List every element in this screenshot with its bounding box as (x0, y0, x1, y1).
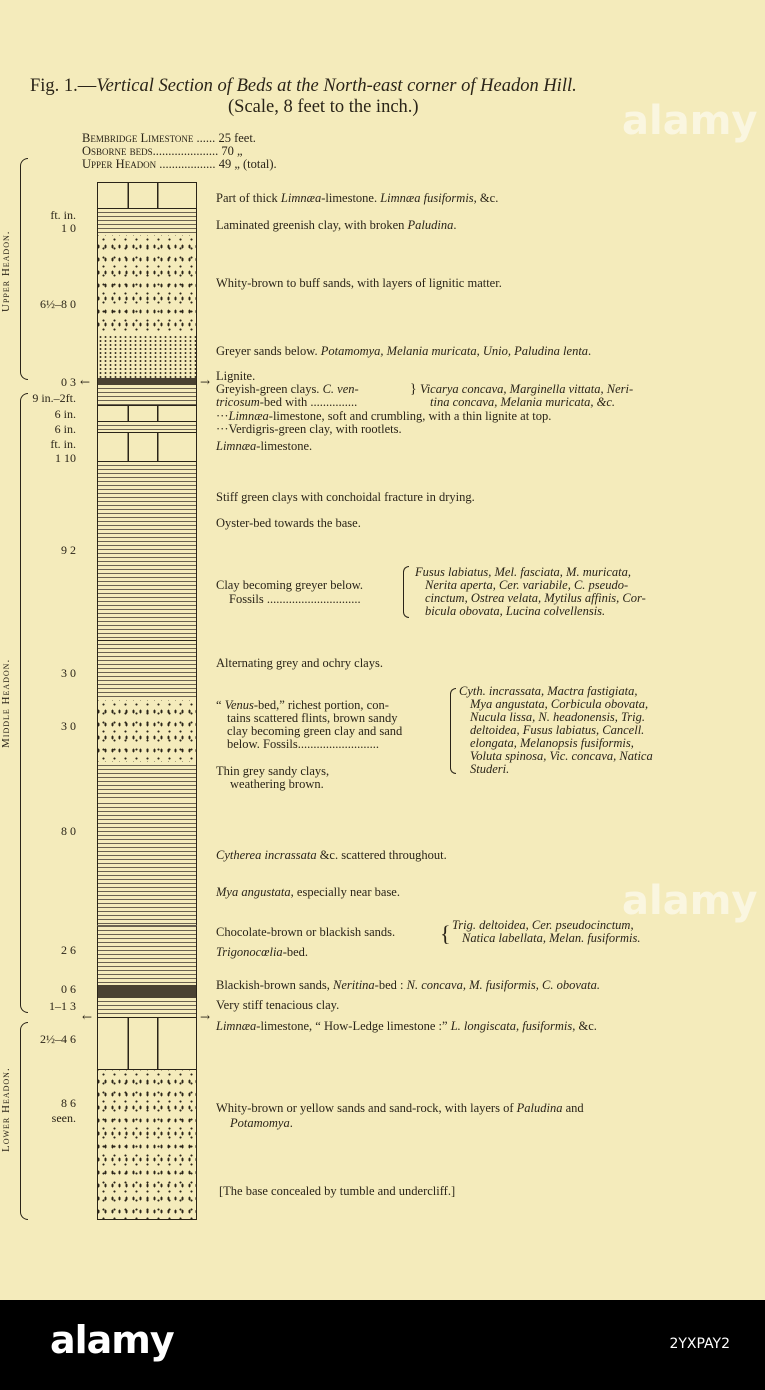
text-run: below. Fossils.......................... (227, 737, 379, 751)
total-upper-headon (82, 157, 277, 171)
thickness-label: 0 3 (61, 375, 76, 389)
text-run: L. longiscata, fusiformis (450, 1019, 573, 1033)
thickness-label: 9 2 (61, 543, 76, 557)
description (216, 885, 400, 899)
stratum-greyish-green-clay (97, 385, 197, 405)
stratum-limnaea-limestone (97, 182, 197, 209)
fossil-list-line: Nerita aperta, Cer. variabile, C. pseudo- (425, 578, 629, 592)
text-run: Fig. 1.— (30, 76, 97, 96)
figure-title (30, 76, 577, 97)
text-run: . (453, 218, 457, 232)
stratum-thin-grey-sandy-clays (97, 762, 197, 800)
stratum-limnaea-limestone (97, 432, 197, 462)
text-run: Greyish-green clays. (216, 382, 323, 396)
text-run: -limestone, “ How-Ledge limestone :” (256, 1019, 451, 1033)
arrow-left-icon: ← (82, 1010, 93, 1024)
text-run: clay becoming green clay and sand (227, 724, 403, 738)
description (216, 439, 312, 453)
text-run: Trigonocœlia (216, 945, 283, 959)
description (216, 945, 308, 959)
description (227, 737, 379, 751)
text-run: N. concava, M. fusiformis, C. obovata. (406, 978, 600, 992)
text-run: Upper Headon .................. (82, 157, 216, 171)
stratum-tenacious-clay (97, 998, 197, 1017)
fossil-list-line: Nucula lissa, N. headonensis, Trig. (470, 710, 646, 724)
description (216, 422, 402, 436)
stratum-venus-bed (97, 700, 197, 762)
text-run: Limnæa fusiformis (380, 191, 474, 205)
description (216, 925, 395, 939)
text-run: Oyster-bed towards the base. (216, 516, 361, 530)
fossil-brace (450, 688, 456, 774)
text-run: . (289, 1116, 293, 1130)
text-run: Mya angustata (216, 885, 291, 899)
text-run: ··· (216, 409, 229, 423)
description (227, 724, 402, 738)
text-run: Clay becoming greyer below. (216, 578, 364, 592)
text-run: Whity-brown or yellow sands and sand-rock, with layers of (216, 1101, 517, 1115)
thickness-label: 1–1 3 (49, 999, 76, 1013)
text-run: -limestone. (256, 439, 313, 453)
thickness-label: 2 6 (61, 943, 76, 957)
stratum-verdigris-clay (97, 422, 197, 432)
group-label-lower: Lower Headon. (0, 1067, 12, 1152)
description (216, 369, 255, 383)
text-run: , &c. (473, 191, 499, 205)
text-run: weathering brown. (230, 777, 324, 791)
figure-scale: (Scale, 8 feet to the inch.) (228, 97, 419, 117)
arrow-left-icon: ← (80, 375, 91, 389)
stratum-laminated-clay (97, 209, 197, 235)
stratum-stiff-green-clays (97, 462, 197, 640)
text-run: Very stiff tenacious clay. (216, 998, 340, 1012)
fossil-list-line: Natica labellata, Melan. fusiformis. (462, 931, 641, 945)
text-run: Limnæa (216, 439, 257, 453)
text-run: Paludina (407, 218, 454, 232)
description (216, 998, 339, 1012)
text-run: and (562, 1101, 584, 1115)
description (216, 698, 389, 712)
text-run: [The base concealed by tumble and undercliff.] (219, 1184, 456, 1198)
fossil-list-line: Voluta spinosa, Vic. concava, Natica (470, 749, 653, 763)
fossil-list-line: elongata, Melanopsis fusiformis, (470, 736, 634, 750)
description (216, 516, 361, 530)
text-run: ···Verdigris-green clay, with rootlets. (216, 422, 402, 436)
description (216, 656, 383, 670)
description (216, 1019, 597, 1033)
thickness-label: 8 6 (61, 1096, 76, 1110)
text-run: Chocolate-brown or blackish sands. (216, 925, 396, 939)
text-run: Part of thick (216, 191, 281, 205)
stratum-neritina-bed (97, 985, 197, 998)
fossil-list-line: Trig. deltoidea, Cer. pseudocinctum, (452, 918, 634, 932)
fossil-brace: } (410, 382, 417, 397)
arrow-right-icon: → (200, 375, 211, 389)
text-run: tains scattered flints, brown sandy (227, 711, 398, 725)
text-run: Limnæa (216, 1019, 257, 1033)
text-run: &c. scattered throughout. (316, 848, 447, 862)
fossil-list-line: Studeri. (470, 762, 510, 776)
stratum-soft-limestone (97, 405, 197, 422)
text-run: -bed,” richest portion, con- (253, 698, 389, 712)
text-run: 70 „ (218, 144, 243, 158)
text-run: Potamomya (230, 1116, 290, 1130)
thickness-label: ft. in. (50, 208, 76, 222)
description (216, 276, 502, 290)
thickness-label: ft. in. (50, 437, 76, 451)
thickness-label: 9 in.–2ft. (32, 391, 76, 405)
middle-headon-brace (20, 393, 28, 1013)
alamy-logo: alamy (50, 1318, 174, 1362)
text-run: Venus (224, 698, 254, 712)
group-label-upper: Upper Headon. (0, 230, 12, 312)
total-bembridge (82, 131, 256, 145)
text-run: . (588, 344, 592, 358)
text-run: 49 „ (total). (215, 157, 277, 171)
text-run: -limestone, soft and crumbling, with a thin lignite at top. (268, 409, 552, 423)
description (216, 1101, 584, 1115)
text-run: C. ven- (322, 382, 359, 396)
thickness-label: seen. (51, 1111, 76, 1125)
text-run: Lignite. (216, 369, 256, 383)
thickness-label: 2½–4 6 (40, 1032, 76, 1046)
stratum-cytherea-clays (97, 800, 197, 925)
description (216, 764, 329, 778)
description (229, 592, 361, 606)
text-run: 25 feet. (215, 131, 256, 145)
stratum-yellow-sands (97, 1070, 197, 1220)
fossil-list-line: cinctum, Ostrea velata, Mytilus affinis, Cor- (425, 591, 646, 605)
image-code: 2YXPAY2 (669, 1336, 730, 1352)
text-run: Cytherea incrassata (216, 848, 317, 862)
fossil-list-line: Cyth. incrassata, Mactra fastigiata, (459, 684, 638, 698)
text-run: Stiff green clays with conchoidal fracture in drying. (216, 490, 475, 504)
description (219, 1184, 455, 1198)
text-run: Laminated greenish clay, with broken (216, 218, 408, 232)
text-run: Osborne beds..................... (82, 144, 219, 158)
description (216, 191, 498, 205)
description (216, 344, 591, 358)
text-run: “ (216, 698, 225, 712)
text-run: -bed with ............... (259, 395, 358, 409)
text-run: Neritina (333, 978, 375, 992)
fossil-list-line: tina concava, Melania muricata, &c. (430, 395, 616, 409)
description (216, 382, 359, 396)
text-run: Vertical Section of Beds at the North-east corner of Headon Hill. (96, 76, 577, 96)
fossil-list-line: Vicarya concava, Marginella vittata, Neri- (420, 382, 634, 396)
stratum-buff-sands (97, 235, 197, 335)
arrow-right-icon: → (200, 1010, 211, 1024)
description (227, 711, 397, 725)
thickness-label: 8 0 (61, 824, 76, 838)
stratum-how-ledge-limestone (97, 1017, 197, 1070)
thickness-label: 6 in. (54, 407, 76, 421)
text-run: , especially near base. (290, 885, 400, 899)
thickness-label: 0 6 (61, 982, 76, 996)
fossil-list-line: deltoidea, Fusus labiatus, Cancell. (470, 723, 645, 737)
watermark: alamy (622, 878, 758, 924)
description (216, 409, 551, 423)
thickness-label: 6 in. (54, 422, 76, 436)
text-run: , &c. (572, 1019, 597, 1033)
text-run: Thin grey sandy clays, (216, 764, 330, 778)
text-run: Greyer sands below. (216, 344, 321, 358)
text-run: -bed : (374, 978, 407, 992)
thickness-label: 3 0 (61, 719, 76, 733)
description (230, 1116, 293, 1130)
description (216, 490, 475, 504)
text-run: Bembridge Limestone ...... (82, 131, 216, 145)
fossil-list-line: Mya angustata, Corbicula obovata, (470, 697, 649, 711)
thickness-label: 1 10 (55, 451, 76, 465)
fossil-brace: { (440, 921, 451, 946)
description (216, 978, 600, 992)
stratum-greyer-sands (97, 335, 197, 378)
text-run: Alternating grey and ochry clays. (216, 656, 383, 670)
watermark: alamy (622, 98, 758, 144)
text-run: -limestone. (321, 191, 381, 205)
text-run: Potamomya, Melania muricata, Unio, Paludina lenta (320, 344, 589, 358)
stratum-lignite (97, 378, 197, 385)
description (216, 578, 363, 592)
description (216, 218, 456, 232)
text-run: tricosum (216, 395, 260, 409)
total-osborne (82, 144, 243, 158)
text-run: Fossils .............................. (229, 592, 361, 606)
description (216, 848, 447, 862)
thickness-label: 3 0 (61, 666, 76, 680)
thickness-label: 6½–8 0 (40, 297, 76, 311)
group-label-middle: Middle Headon. (0, 658, 12, 748)
text-run: Limnæa (280, 191, 322, 205)
fossil-list-line: Fusus labiatus, Mel. fasciata, M. muricata, (415, 565, 631, 579)
description (230, 777, 324, 791)
text-run: Blackish-brown sands, (216, 978, 333, 992)
fossil-brace (403, 566, 409, 618)
upper-headon-brace (20, 158, 28, 380)
text-run: Limnæa (228, 409, 269, 423)
fossil-list-line: bicula obovata, Lucina colvellensis. (425, 604, 606, 618)
text-run: -bed. (282, 945, 309, 959)
text-run: Whity-brown to buff sands, with layers of lignitic matter. (216, 276, 502, 290)
text-run: Paludina (516, 1101, 563, 1115)
thickness-label: 1 0 (61, 221, 76, 235)
description (216, 395, 357, 409)
stratum-grey-ochry-clays (97, 640, 197, 700)
stratum-chocolate-sands (97, 925, 197, 985)
